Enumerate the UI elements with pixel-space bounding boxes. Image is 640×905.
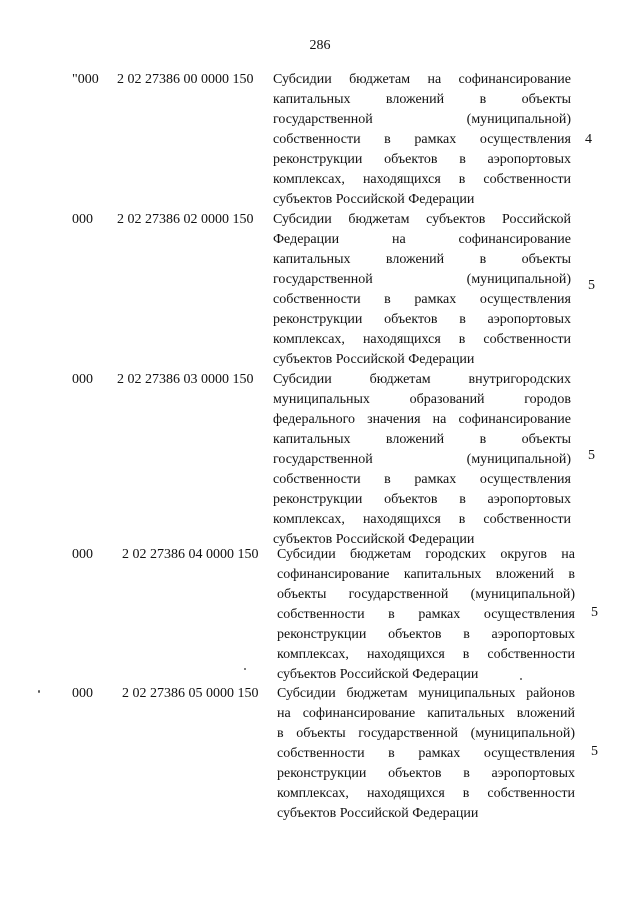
description-line: Субсидии бюджетам муниципальных районов [277, 686, 575, 701]
description-line: субъектов Российской Федерации [277, 667, 479, 682]
description-line: капитальных вложений в объекты [273, 432, 571, 447]
description-line: Субсидии бюджетам субъектов Российской [273, 212, 571, 227]
description-line: реконструкции объектов в аэропортовых [277, 627, 575, 642]
description-line: собственности в рамках осуществления [273, 472, 571, 487]
description-line: в объекты государственной (муниципальной) [277, 726, 575, 741]
description-line: объекты государственной (муниципальной) [277, 587, 575, 602]
description-line: собственности в рамках осуществления [277, 746, 575, 761]
row-number: 5 [591, 605, 598, 620]
description-line: государственной (муниципальной) [273, 112, 571, 127]
scan-speck [244, 668, 246, 670]
page-number: 286 [309, 38, 331, 53]
row-description [273, 70, 571, 210]
description-line: субъектов Российской Федерации [277, 806, 479, 821]
row-number: 5 [588, 278, 595, 293]
description-line: государственной (муниципальной) [273, 272, 571, 287]
row-kbk-code: 2 02 27386 00 0000 150 [117, 72, 254, 87]
description-line: субъектов Российской Федерации [273, 532, 475, 547]
row-description [273, 370, 571, 550]
description-line: собственности в рамках осуществления [273, 132, 571, 147]
description-line: Субсидии бюджетам городских округов на [277, 547, 575, 562]
description-line: собственности в рамках осуществления [277, 607, 575, 622]
description-line: комплексах, находящихся в собственности [273, 332, 571, 347]
description-line: реконструкции объектов в аэропортовых [273, 312, 571, 327]
description-line: федерального значения на софинансирование [273, 412, 571, 427]
scan-speck [38, 690, 40, 693]
row-code: 000 [72, 686, 93, 701]
row-code: 000 [72, 372, 93, 387]
description-line: субъектов Российской Федерации [273, 192, 475, 207]
description-line: комплексах, находящихся в собственности [277, 647, 575, 662]
description-line: собственности в рамках осуществления [273, 292, 571, 307]
row-kbk-code: 2 02 27386 04 0000 150 [122, 547, 259, 562]
description-line: реконструкции объектов в аэропортовых [273, 152, 571, 167]
row-number: 4 [585, 132, 592, 147]
description-line: муниципальных образований городов [273, 392, 571, 407]
row-code: "000 [72, 72, 99, 87]
description-line: софинансирование капитальных вложений в [277, 567, 575, 582]
row-kbk-code: 2 02 27386 02 0000 150 [117, 212, 254, 227]
row-description [277, 545, 575, 685]
description-line: государственной (муниципальной) [273, 452, 571, 467]
description-line: комплексах, находящихся в собственности [273, 512, 571, 527]
description-line: реконструкции объектов в аэропортовых [273, 492, 571, 507]
scan-speck [520, 678, 522, 680]
description-line: Субсидии бюджетам внутригородских [273, 372, 571, 387]
row-number: 5 [591, 744, 598, 759]
row-description [277, 684, 575, 824]
description-line: реконструкции объектов в аэропортовых [277, 766, 575, 781]
description-line: капитальных вложений в объекты [273, 252, 571, 267]
row-code: 000 [72, 212, 93, 227]
row-code: 000 [72, 547, 93, 562]
description-line: субъектов Российской Федерации [273, 352, 475, 367]
description-line: комплексах, находящихся в собственности [273, 172, 571, 187]
row-kbk-code: 2 02 27386 03 0000 150 [117, 372, 254, 387]
description-line: на софинансирование капитальных вложений [277, 706, 575, 721]
row-kbk-code: 2 02 27386 05 0000 150 [122, 686, 259, 701]
description-line: Федерации на софинансирование [273, 232, 571, 247]
description-line: капитальных вложений в объекты [273, 92, 571, 107]
row-description [273, 210, 571, 370]
row-number: 5 [588, 448, 595, 463]
description-line: Субсидии бюджетам на софинансирование [273, 72, 571, 87]
description-line: комплексах, находящихся в собственности [277, 786, 575, 801]
